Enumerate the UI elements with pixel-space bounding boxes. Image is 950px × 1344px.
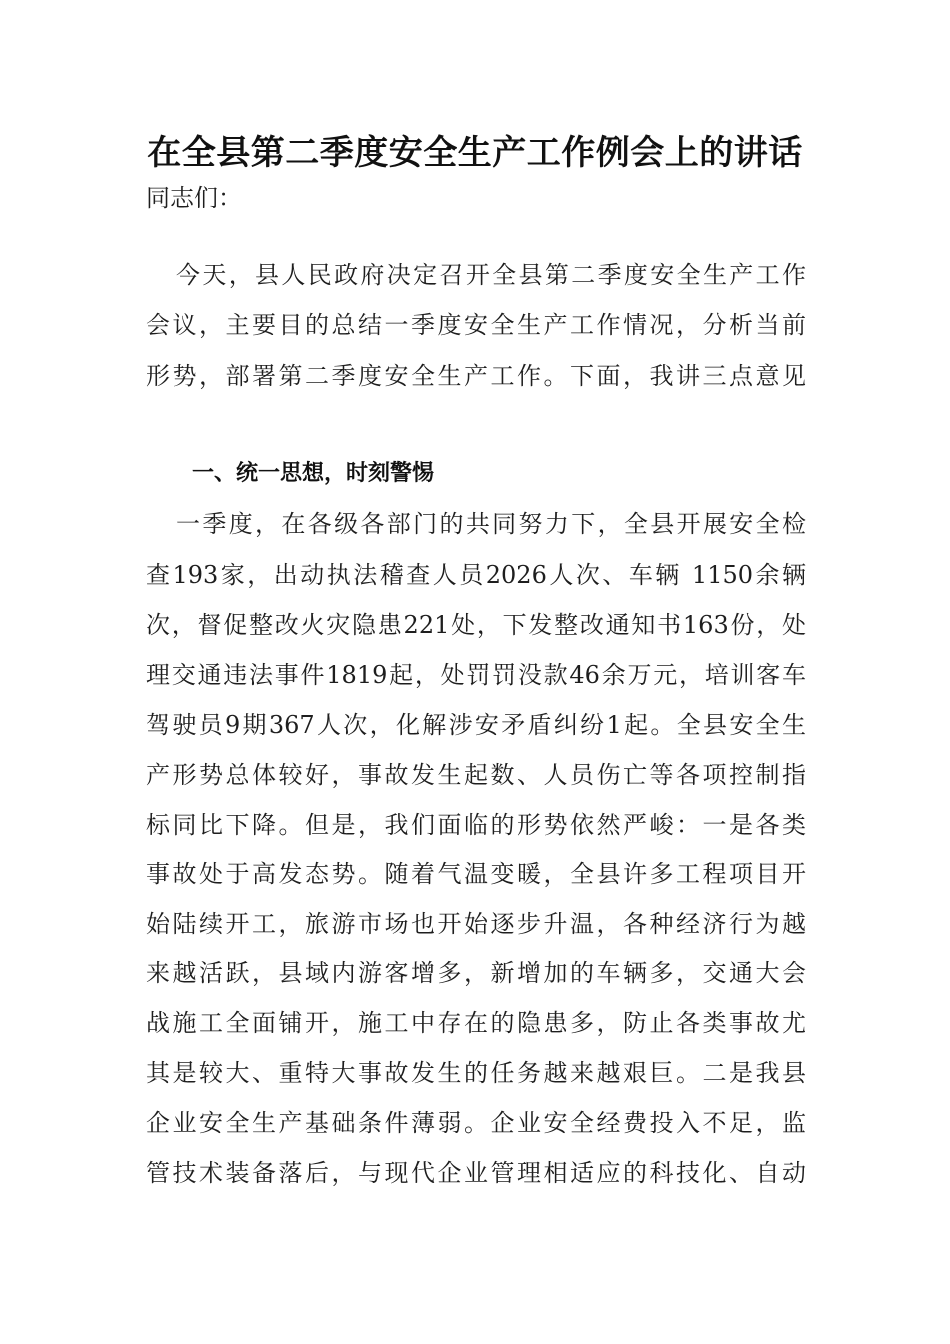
intro-line: 今天，县人民政府决定召开全县第二季度安全生产工作 xyxy=(176,261,806,289)
body-line: 次，督促整改火灾隐患221处，下发整改通知书163份，处 xyxy=(146,611,806,639)
body-line: 企业安全生产基础条件薄弱。企业安全经费投入不足，监 xyxy=(146,1109,806,1137)
body-line: 驾驶员9期367人次，化解涉安矛盾纠纷1起。全县安全生 xyxy=(146,711,806,739)
body-line: 查193家，出动执法稽查人员2026人次、车辆 1150余辆 xyxy=(146,561,806,589)
body-line: 战施工全面铺开，施工中存在的隐患多，防止各类事故尤 xyxy=(146,1009,806,1037)
body-line: 始陆续开工，旅游市场也开始逐步升温，各种经济行为越 xyxy=(146,910,806,938)
body-line: 管技术装备落后，与现代企业管理相适应的科技化、自动 xyxy=(146,1159,806,1187)
section-heading: 一、统一思想，时刻警惕 xyxy=(192,461,435,486)
body-line: 其是较大、重特大事故发生的任务越来越艰巨。二是我县 xyxy=(146,1059,806,1087)
body-line: 事故处于高发态势。随着气温变暖，全县许多工程项目开 xyxy=(146,860,806,888)
body-line: 理交通违法事件1819起，处罚罚没款46余万元，培训客车 xyxy=(146,661,806,689)
intro-line: 形势，部署第二季度安全生产工作。下面，我讲三点意见 xyxy=(146,362,806,390)
body-line: 产形势总体较好，事故发生起数、人员伤亡等各项控制指 xyxy=(146,761,806,789)
body-line: 标同比下降。但是，我们面临的形势依然严峻：一是各类 xyxy=(146,811,806,839)
intro-line: 会议，主要目的总结一季度安全生产工作情况，分析当前 xyxy=(146,311,806,339)
document-title: 在全县第二季度安全生产工作例会上的讲话 xyxy=(147,133,803,173)
salutation: 同志们： xyxy=(146,184,242,212)
body-line: 来越活跃，县域内游客增多，新增加的车辆多，交通大会 xyxy=(146,959,806,987)
body-line: 一季度，在各级各部门的共同努力下，全县开展安全检 xyxy=(176,510,806,538)
